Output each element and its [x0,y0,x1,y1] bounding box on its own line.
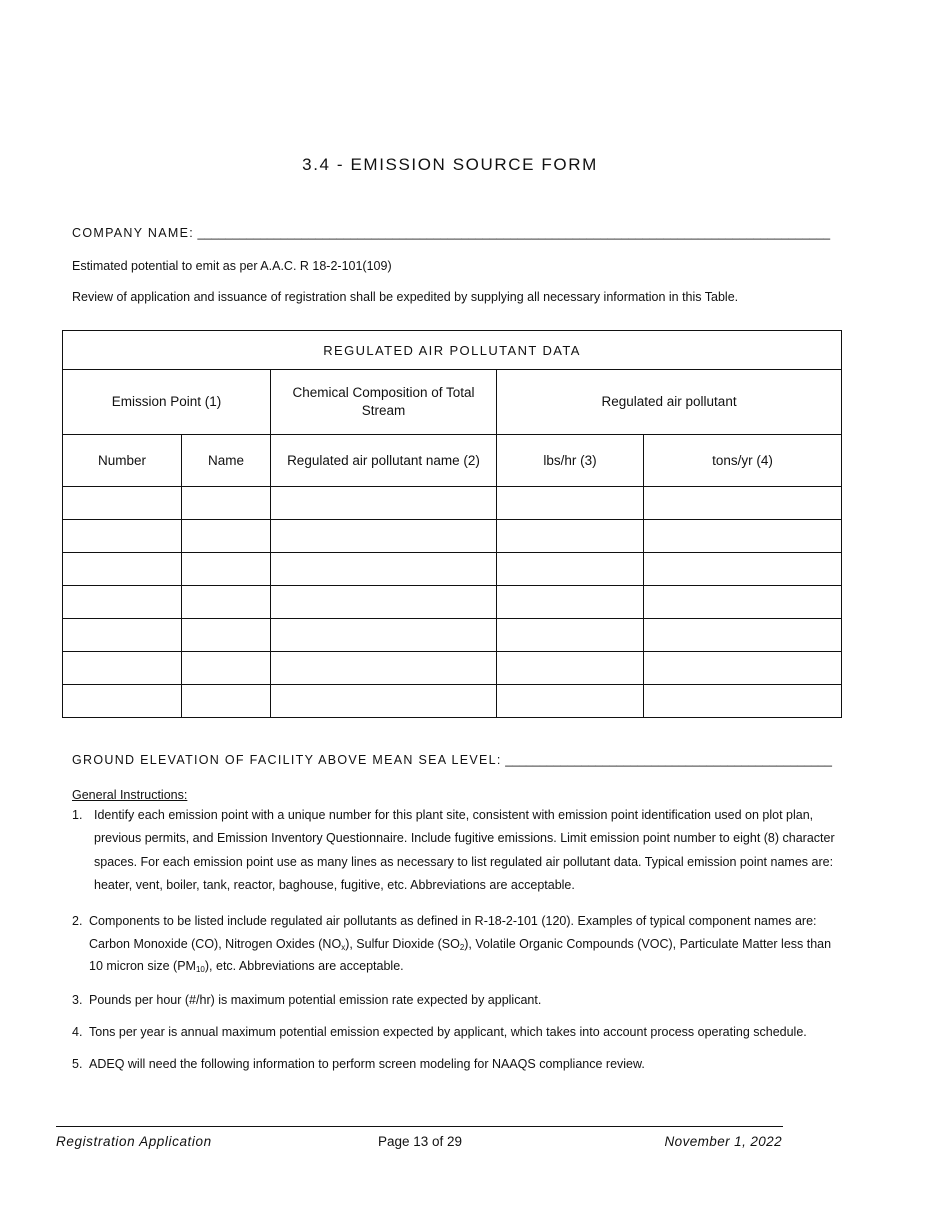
pollutant-name-cell[interactable] [271,520,497,553]
name-cell[interactable] [182,619,271,652]
instruction-number: 2. [72,914,83,929]
table-title: REGULATED AIR POLLUTANT DATA [63,331,842,370]
tons-yr-cell[interactable] [644,553,842,586]
pollutant-name-cell[interactable] [271,619,497,652]
number-column-header: Number [63,435,182,487]
pollutant-data-table [62,330,842,718]
tons-yr-cell[interactable] [644,652,842,685]
tons-yr-cell[interactable] [644,619,842,652]
tons-yr-cell[interactable] [644,520,842,553]
company-name-line [72,226,830,240]
pollutant-name-cell[interactable] [271,487,497,520]
pollutant-name-cell[interactable] [271,685,497,718]
number-cell[interactable] [63,652,182,685]
lbs-hr-cell[interactable] [497,487,644,520]
general-instructions [72,788,842,1074]
footer-page-number: Page 13 of 29 [377,1134,463,1149]
instruction-text: Pounds per hour (#/hr) is maximum potential emission rate expected by applicant. [89,992,542,1007]
instruction-text: Identify each emission point with a unique number for this plant site, consistent with emission point identification used on plot plan, previous permits, and Emission Inventory Questionnaire. Include fugitive emissions. Limit emission point number to eight (8) character spaces. For each emission point use as many lines as necessary to list regulated air pollutant data. Typical emission point names are: heater, vent, boiler, tank, reactor, baghouse, fugitive, etc. Abbreviations are acceptable. [94,808,835,892]
table-row [63,586,842,619]
pollutant-name-column-header: Regulated air pollutant name (2) [271,435,497,487]
emission-point-header: Emission Point (1) [63,370,271,435]
name-cell[interactable] [182,652,271,685]
pollutant-name-cell[interactable] [271,652,497,685]
name-cell[interactable] [182,520,271,553]
table-header-row [63,331,842,370]
table-row [63,685,842,718]
lbs-hr-cell[interactable] [497,553,644,586]
tons-yr-cell[interactable] [644,685,842,718]
lbs-hr-cell[interactable] [497,520,644,553]
table-row [63,487,842,520]
instruction-item [72,1022,842,1042]
pollutant-name-cell[interactable] [271,553,497,586]
table-column-row [63,435,842,487]
lbs-hr-cell[interactable] [497,619,644,652]
table-row [63,619,842,652]
instruction-item [72,910,842,978]
company-name-label: COMPANY NAME: [72,226,195,240]
instruction-text: ADEQ will need the following information to perform screen modeling for NAAQS compliance review. [89,1056,645,1071]
tons-yr-cell[interactable] [644,586,842,619]
footer-date: November 1, 2022 [664,1134,782,1149]
table-row [63,553,842,586]
lbs-hr-cell[interactable] [497,652,644,685]
footer-document-name: Registration Application [56,1134,212,1149]
instruction-number: 4. [72,1024,83,1039]
table-row [63,652,842,685]
number-cell[interactable] [63,685,182,718]
instruction-item [72,1054,842,1074]
ground-elevation-blank[interactable]: _______________________________________________ [505,753,832,767]
instruction-item [72,804,842,897]
name-cell[interactable] [182,685,271,718]
tons-yr-column-header: tons/yr (4) [644,435,842,487]
instruction-number: 3. [72,992,83,1007]
table-group-row [63,370,842,435]
instruction-number: 5. [72,1056,83,1071]
instruction-item [72,990,842,1010]
lbs-hr-cell[interactable] [497,586,644,619]
ground-elevation-line [72,753,832,767]
instruction-number: 1. [72,808,83,822]
regulated-pollutant-header: Regulated air pollutant [497,370,842,435]
number-cell[interactable] [63,619,182,652]
number-cell[interactable] [63,520,182,553]
lbs-hr-cell[interactable] [497,685,644,718]
table-row [63,520,842,553]
instructions-heading: General Instructions: [72,788,188,802]
name-cell[interactable] [182,586,271,619]
name-cell[interactable] [182,553,271,586]
chemical-composition-header: Chemical Composition of Total Stream [271,370,497,435]
instruction-text: Components to be listed include regulated air pollutants as defined in R-18-2-101 (120). Examples of typical component names are: Carbon Monoxide (CO), Nitrogen Oxides $(NO_x)$, Sulfur Dioxide $(SO_2)$, Volatile Organic Compounds (VOC), Particulate Matter less than 10 micron size $(PM_{10})$, etc. Abbreviations are acceptable. [89,914,832,975]
instruction-text: Tons per year is annual maximum potential emission expected by applicant, which takes into account process operating schedule. [89,1024,807,1039]
pollutant-name-cell[interactable] [271,586,497,619]
review-note: Review of application and issuance of registration shall be expedited by supplying all necessary information in this Table. [72,290,739,304]
number-cell[interactable] [63,553,182,586]
number-cell[interactable] [63,487,182,520]
tons-yr-cell[interactable] [644,487,842,520]
number-cell[interactable] [63,586,182,619]
ground-elevation-label: GROUND ELEVATION OF FACILITY ABOVE MEAN SEA LEVEL: [72,753,502,767]
lbs-hr-column-header: lbs/hr (3) [497,435,644,487]
page-title: 3.4 - EMISSION SOURCE FORM [302,155,598,174]
footer-divider [56,1126,783,1127]
name-cell[interactable] [182,487,271,520]
potential-to-emit-note: Estimated potential to emit as per A.A.C. R 18-2-101(109) [72,259,392,273]
name-column-header: Name [182,435,271,487]
company-name-blank[interactable]: ___________________________________________________________________________________________ [197,226,831,240]
